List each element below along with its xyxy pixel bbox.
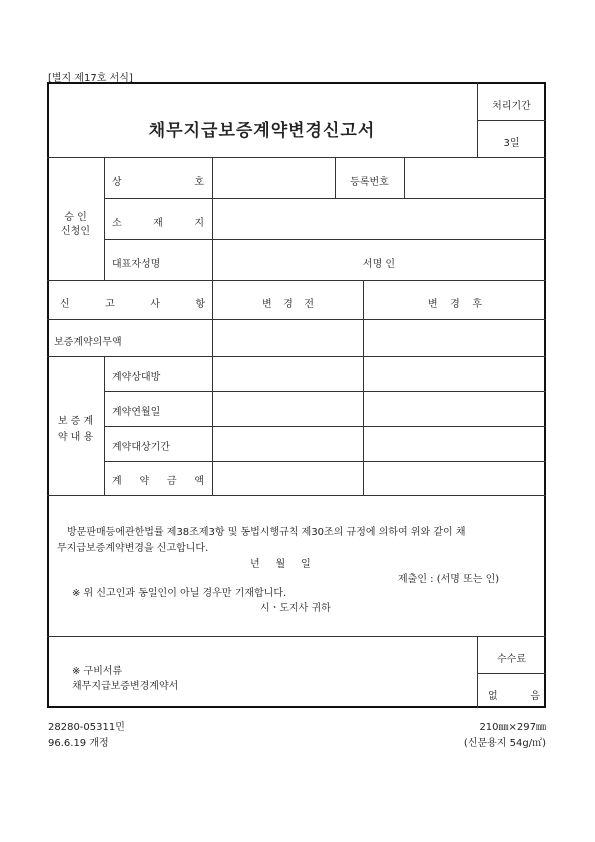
divider <box>104 356 105 495</box>
address-field[interactable] <box>213 199 545 239</box>
guarantee-amount-label: 보증계약의무액 <box>54 337 122 348</box>
divider <box>477 673 546 674</box>
contract-date-label: 계약연월일 <box>112 407 161 418</box>
divider <box>212 280 213 495</box>
divider <box>363 280 364 495</box>
guarantee-amount-before-field[interactable] <box>213 320 363 356</box>
report-items-header: 신 고 사 항 <box>60 299 205 310</box>
divider <box>104 239 546 240</box>
form-code: 28280-05311민 <box>48 722 125 733</box>
registration-number-field[interactable] <box>405 158 545 198</box>
contract-counterparty-label: 계약상대방 <box>112 372 161 383</box>
after-change-header: 변 경 후 <box>428 299 482 310</box>
contract-group-label: 보 증 계 <box>57 416 94 427</box>
submitter-signature: 제출인 : (서명 또는 인) <box>398 574 500 585</box>
paper-size: 210㎜×297㎜ <box>479 722 546 733</box>
signature-label: 서명 인 <box>362 259 396 270</box>
before-change-header: 변 경 전 <box>262 299 314 310</box>
processing-period-value: 3일 <box>503 138 520 149</box>
contract-group-label: 약 내 용 <box>57 432 94 443</box>
divider <box>104 461 546 462</box>
divider <box>47 495 546 496</box>
attachments-title: ※ 구비서류 <box>72 666 123 677</box>
declaration-text: 무지급보증계약변경을 신고합니다. <box>57 543 209 554</box>
divider <box>477 636 478 708</box>
fee-label: 수수료 <box>497 654 526 665</box>
applicant-group-label: 신청인 <box>61 226 90 237</box>
processing-period-label: 처리기간 <box>492 101 531 112</box>
page-title: 채무지급보증계약변경신고서 <box>148 121 376 141</box>
fee-value: 없 음 <box>488 691 540 702</box>
registration-number-label: 등록번호 <box>350 177 389 188</box>
paper-type: (신문용지 54g/㎡) <box>463 738 546 749</box>
contract-period-label: 계약대상기간 <box>112 442 170 453</box>
representative-name-label: 대표자성명 <box>112 259 161 270</box>
declaration-text: 방문판매등에관한법률 제38조제3항 및 동법시행규칙 제30조의 규정에 의하여 위와 같이 채 <box>67 527 466 538</box>
divider <box>47 280 546 281</box>
declaration-note: ※ 위 신고인과 동일인이 아닐 경우만 기재합니다. <box>72 588 287 599</box>
contract-amount-label: 계 약 금 액 <box>112 476 204 487</box>
divider <box>477 120 546 121</box>
divider <box>104 391 546 392</box>
trade-name-label: 상 호 <box>112 177 204 188</box>
declaration-date: 년 월 일 <box>250 559 311 570</box>
form-number: [별지 제17호 서식] <box>48 73 133 84</box>
applicant-group-label: 승 인 <box>64 212 87 223</box>
attachment-item: 채무지급보증변경계약서 <box>72 681 179 692</box>
recipient: 시ㆍ도지사 귀하 <box>260 603 331 614</box>
trade-name-field[interactable] <box>213 158 335 198</box>
divider <box>104 157 105 280</box>
guarantee-amount-after-field[interactable] <box>364 320 545 356</box>
divider <box>104 426 546 427</box>
revision-date: 96.6.19 개정 <box>48 738 109 749</box>
divider <box>47 636 546 637</box>
address-label: 소 재 지 <box>112 218 204 229</box>
divider <box>47 356 546 357</box>
